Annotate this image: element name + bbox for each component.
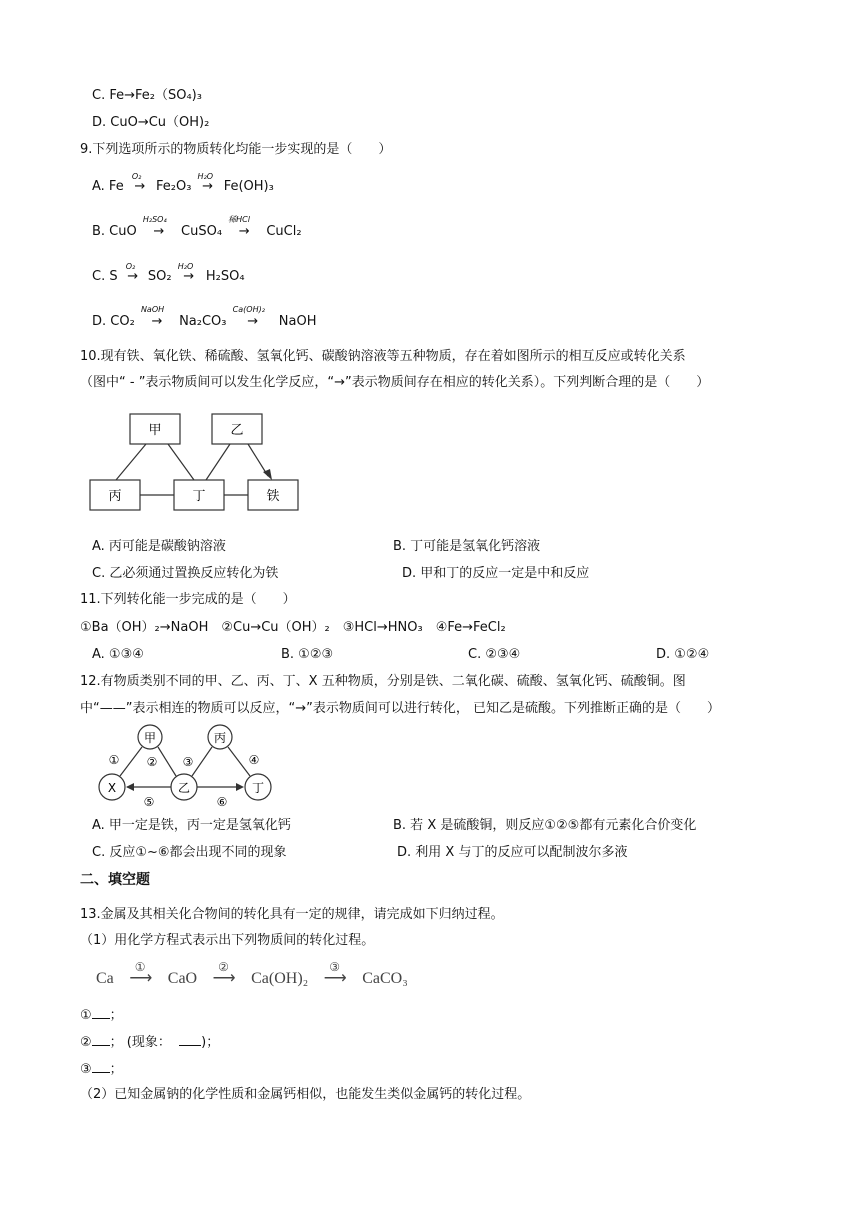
blank[interactable]	[179, 1032, 201, 1046]
option-c: C. Fe→Fe₂（SO₄)₃	[92, 88, 202, 103]
q9-option-a: A. Fe O₂ → Fe₂O₃ H₂O → Fe(OH)₃	[92, 178, 274, 196]
q12-option-b: B. 若 X 是硫酸铜，则反应①②⑤都有元素化合价变化	[393, 818, 697, 833]
q9-option-d: D. CO₂ NaOH → Na₂CO₃ Ca(OH)₂ → NaOH	[92, 313, 317, 331]
q11-option-d: D. ①②④	[656, 647, 710, 662]
question-12-stem-line2: 中“——”表示相连的物质可以反应，“→”表示物质间可以进行转化， 已知乙是硫酸。下列推断正确的是（ ）	[80, 701, 720, 716]
blank[interactable]	[92, 1059, 110, 1073]
reaction-diagram-q10	[86, 408, 306, 514]
label-ding: 丁	[192, 489, 206, 504]
answer-line-1: ① ；	[80, 1005, 123, 1025]
question-12-stem-line1: 12.有物质类别不同的甲、乙、丙、丁、X 五种物质，分别是铁、二氧化碳、硫酸、氢氧化钙、硫酸铜。图	[80, 674, 686, 689]
label-n6: ⑥	[216, 795, 228, 809]
condition: NaOH	[140, 305, 165, 314]
q10-option-b: B. 丁可能是氢氧化钙溶液	[393, 539, 541, 554]
q12-option-d: D. 利用 X 与丁的反应可以配制波尔多液	[397, 845, 628, 860]
condition: O₂	[125, 262, 136, 271]
question-9-stem: 9.下列选项所示的物质转化均能一步实现的是（ ）	[80, 142, 392, 157]
question-13-sub1: （1）用化学方程式表示出下列物质间的转化过程。	[80, 933, 375, 948]
question-11-stem: 11.下列转化能一步完成的是（ ）	[80, 592, 296, 607]
condition: H₂SO₄	[142, 215, 167, 224]
q9-option-b: B. CuO H₂SO₄ → CuSO₄ 稀HCl → CuCl₂	[92, 223, 302, 241]
q10-option-c: C. 乙必须通过置换反应转化为铁	[92, 566, 279, 581]
answer-line-2: ② ； (现象： )；	[80, 1032, 219, 1052]
label-bing: 丙	[213, 731, 227, 745]
q10-option-d: D. 甲和丁的反应一定是中和反应	[402, 566, 590, 581]
condition: 稀HCl	[228, 215, 250, 224]
section-heading: 二、填空题	[80, 872, 150, 888]
blank[interactable]	[92, 1005, 110, 1019]
condition: O₂	[131, 172, 142, 181]
arrow-head	[236, 783, 244, 791]
question-10-stem-line2: （图中“ - ”表示物质间可以发生化学反应，“→”表示物质间存在相应的转化关系）。下列判断合理的是（ ）	[80, 375, 710, 390]
label-ding: 丁	[251, 781, 265, 795]
label-yi: 乙	[177, 781, 191, 795]
label-bing: 丙	[108, 489, 122, 504]
condition: H₂O	[197, 172, 214, 181]
label-jia: 甲	[148, 423, 162, 438]
arrow-head	[126, 783, 134, 791]
question-13-sub2: （2）已知金属钠的化学性质和金属钙相似，也能发生类似金属钙的转化过程。	[80, 1087, 531, 1102]
label-n3: ③	[182, 755, 194, 769]
label-n5: ⑤	[143, 795, 155, 809]
conversion-chain: Ca ① ⟶ CaO ② ⟶ Ca(OH)₂ ③ ⟶ CaCO₃	[96, 960, 408, 987]
question-13-stem: 13.金属及其相关化合物间的转化具有一定的规律，请完成如下归纳过程。	[80, 907, 504, 922]
label-n2: ②	[146, 755, 158, 769]
q10-option-a: A. 丙可能是碳酸钠溶液	[92, 539, 226, 554]
blank[interactable]	[92, 1032, 110, 1046]
condition: Ca(OH)₂	[232, 305, 265, 314]
question-10-stem-line1: 10.现有铁、氧化铁、稀硫酸、氢氧化钙、碳酸钠溶液等五种物质，存在着如图所示的相互反应或转化关系	[80, 349, 686, 364]
label-jia: 甲	[143, 731, 157, 745]
reaction-diagram-q12	[92, 722, 282, 812]
q9-option-c: C. S O₂ → SO₂ H₂O → H₂SO₄	[92, 268, 245, 286]
label-n4: ④	[248, 753, 260, 767]
label-x: X	[107, 781, 117, 795]
label-tie: 铁	[266, 489, 280, 504]
q12-option-a: A. 甲一定是铁，丙一定是氢氧化钙	[92, 818, 291, 833]
label-yi: 乙	[230, 423, 244, 438]
q11-option-b: B. ①②③	[281, 647, 334, 662]
q12-option-c: C. 反应①~⑥都会出现不同的现象	[92, 845, 287, 860]
q11-option-c: C. ②③④	[468, 647, 521, 662]
label-n1: ①	[108, 753, 120, 767]
q11-option-a: A. ①③④	[92, 647, 144, 662]
option-d: D. CuO→Cu（OH)₂	[92, 115, 210, 130]
answer-line-3: ③ ；	[80, 1059, 123, 1079]
condition: H₂O	[177, 262, 194, 271]
question-11-items: ①Ba（OH）₂→NaOH ②Cu→Cu（OH）₂ ③HCl→HNO₃ ④Fe→FeCl₂	[80, 620, 506, 635]
